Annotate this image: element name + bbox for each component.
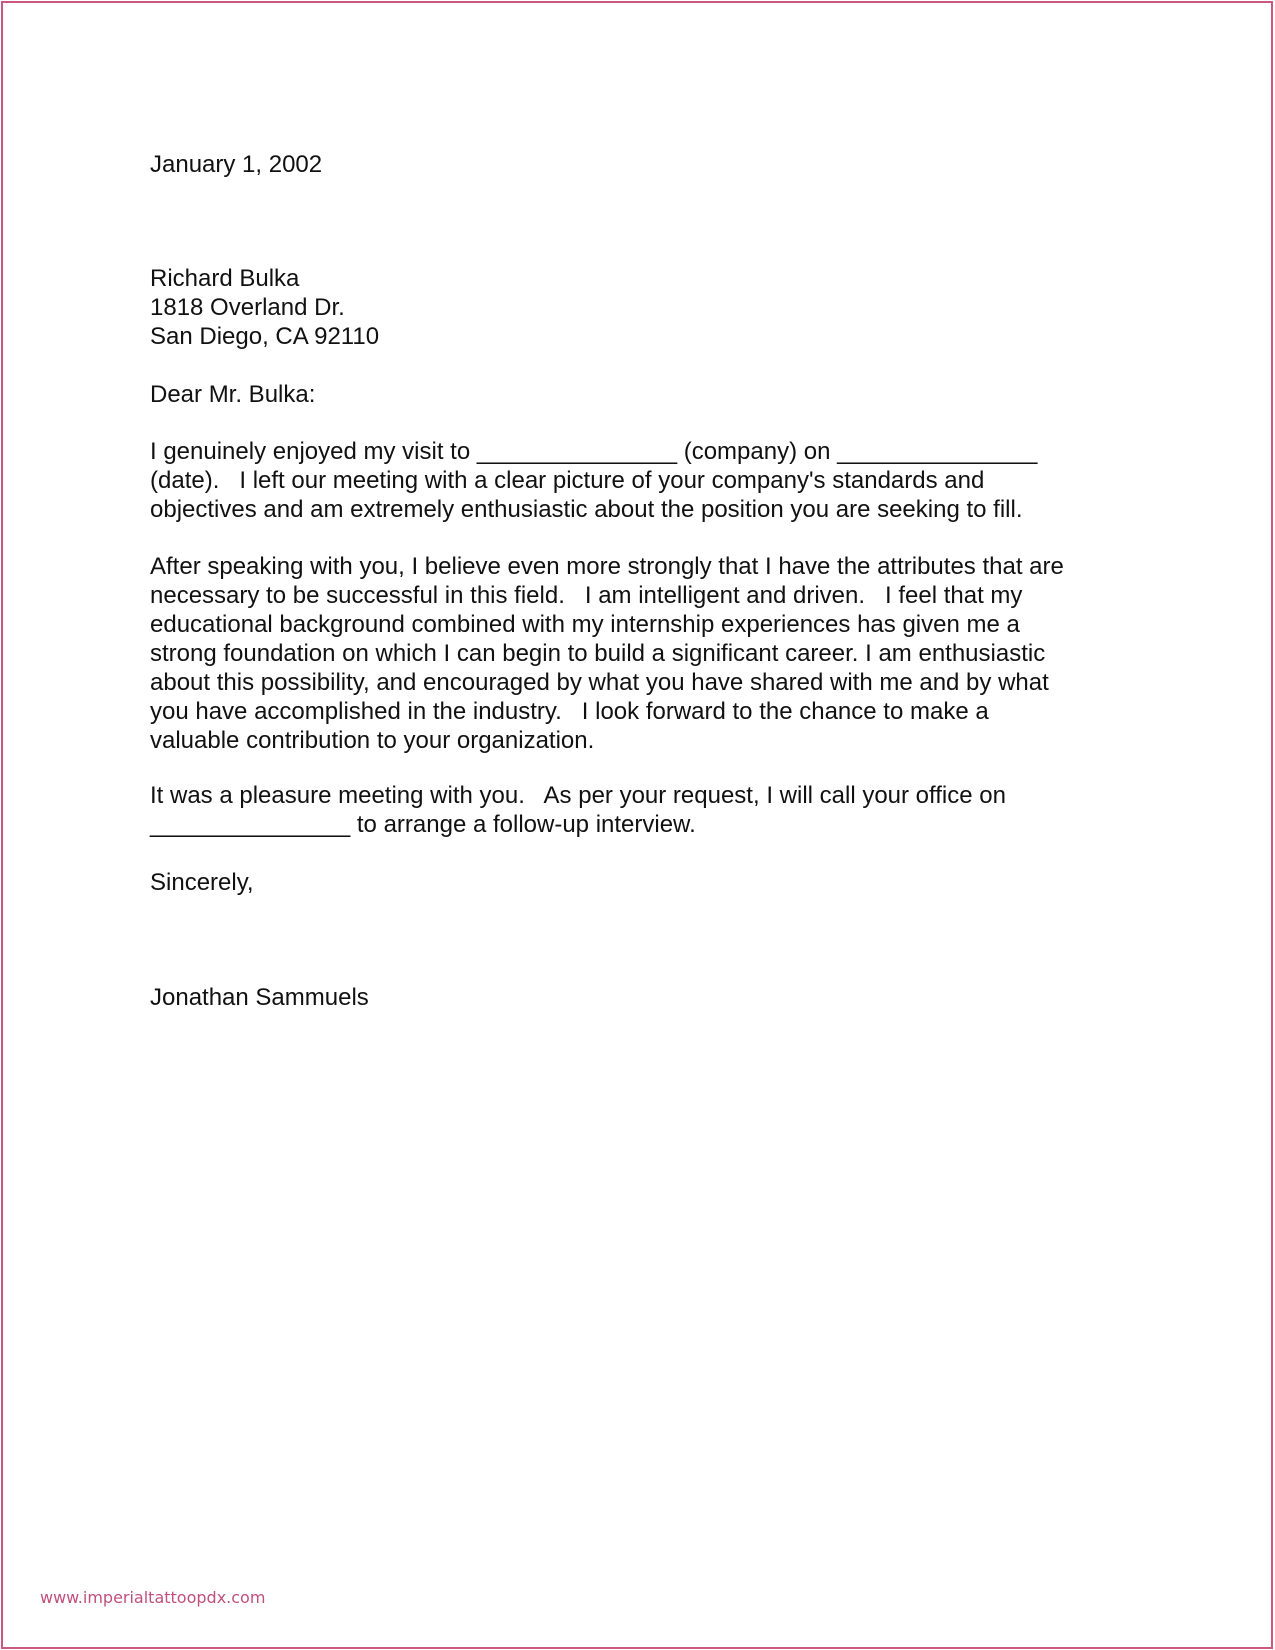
line: (date). I left our meeting with a clear picture of your company's standards and bbox=[150, 467, 985, 494]
line: necessary to be successful in this field. I am intelligent and driven. I feel that my bbox=[150, 582, 1023, 609]
letter-date: January 1, 2002 bbox=[150, 151, 323, 178]
watermark-url: www.imperialtattoopdx.com bbox=[40, 1588, 266, 1607]
salutation: Dear Mr. Bulka: bbox=[150, 381, 316, 408]
recipient-city: San Diego, CA 92110 bbox=[150, 323, 380, 350]
line: about this possibility, and encouraged by what you have shared with me and by what bbox=[150, 669, 1049, 696]
line: I genuinely enjoyed my visit to _______________ (company) on _______________ bbox=[150, 438, 1038, 465]
recipient-address bbox=[150, 264, 379, 351]
closing: Sincerely, bbox=[150, 869, 254, 896]
line: you have accomplished in the industry. I look forward to the chance to make a bbox=[150, 698, 989, 725]
recipient-street: 1818 Overland Dr. bbox=[150, 294, 345, 321]
line: strong foundation on which I can begin to build a significant career. I am enthusiastic bbox=[150, 640, 1046, 667]
line: educational background combined with my internship experiences has given me a bbox=[150, 611, 1020, 638]
signature-name: Jonathan Sammuels bbox=[150, 984, 369, 1011]
line: It was a pleasure meeting with you. As per your request, I will call your office on bbox=[150, 782, 1006, 809]
line: valuable contribution to your organization. bbox=[150, 727, 595, 754]
paragraph-1 bbox=[150, 437, 1037, 524]
recipient-name: Richard Bulka bbox=[150, 265, 300, 292]
paragraph-2 bbox=[150, 552, 1064, 755]
line: After speaking with you, I believe even more strongly that I have the attributes that are bbox=[150, 553, 1064, 580]
paragraph-3 bbox=[150, 781, 1006, 839]
line: _______________ to arrange a follow-up interview. bbox=[150, 811, 696, 838]
line: objectives and am extremely enthusiastic about the position you are seeking to fill. bbox=[150, 496, 1023, 523]
